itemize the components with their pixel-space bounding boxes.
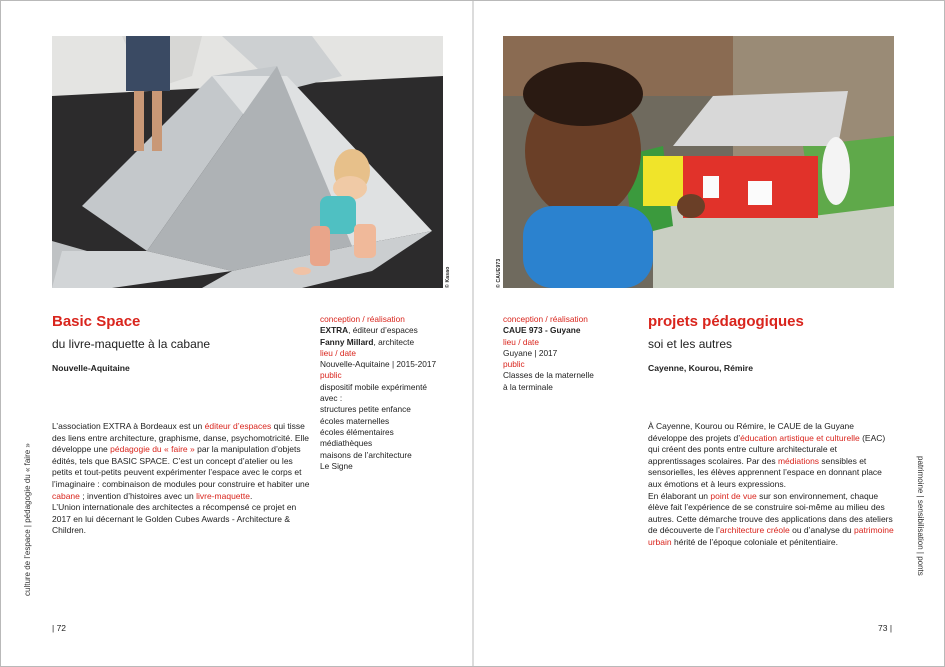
body-paragraph: En élaborant un point de vue sur son environnement, chaque élève fait l’expérience de se construire soi-même au milieu des autres. Cette démarche trouve des applications dans des ateliers de découverte de l’architecture créole ou d’analyse du patrimoine urbain hérité de l’époque coloniale et pénitentiaire.	[648, 490, 894, 547]
project-region-left: Nouvelle-Aquitaine	[52, 363, 130, 373]
meta-public-line: écoles élémentaires	[320, 426, 394, 437]
keyword-link: pédagogie du « faire »	[110, 444, 195, 455]
keyword-link: livre-maquette	[196, 490, 250, 501]
keyword-link: éducation artistique et culturelle	[740, 432, 860, 443]
meta-label-public: public	[320, 370, 342, 381]
project-body-left	[52, 421, 310, 537]
meta-label-place: lieu / date	[320, 347, 356, 358]
project-meta-left	[320, 314, 468, 472]
photo-credit-right: © CAUE973	[496, 258, 502, 288]
project-subtitle-right: soi et les autres	[648, 337, 733, 351]
page-number-left: | 72	[52, 623, 67, 633]
body-paragraph: L’Union internationale des architectes a récompensé ce projet en 2017 en lui décernant le Golden Cubes Awards - Architecture & Children.	[52, 502, 297, 536]
keyword-link: cabane	[52, 490, 80, 501]
keyword-link: éditeur d’espaces	[204, 421, 272, 431]
project-title-right: projets pédagogiques	[648, 313, 804, 330]
meta-public-line: maisons de l’architecture	[320, 449, 412, 460]
body-paragraph: L’association EXTRA à Bordeaux est un éditeur d’espaces qui tisse des liens entre architecture, graphisme, danse, psychomotricité. Elle développe une pédagogie du « faire » par la manipulation d’objets édités, tels que BASIC SPACE. C’est un concept d’atelier ou les petits et tout-petits peuvent expérimenter l’espace avec le corps et l’imaginaire : combinaison de modules pour construire et habiter une cabane ; invention d’histoires avec un livre-maquette.	[52, 421, 310, 501]
meta-label-place: lieu / date	[503, 336, 539, 347]
side-label-right: patrimoine | sensibilisation | ponts	[916, 456, 925, 576]
meta-public-line: structures petite enfance	[320, 404, 411, 415]
project-subtitle-left: du livre-maquette à la cabane	[52, 337, 211, 351]
meta-author-2: Fanny Millard, architecte	[320, 336, 415, 347]
meta-label-conception: conception / réalisation	[503, 314, 588, 324]
meta-author-1: EXTRA, éditeur d’espaces	[320, 325, 418, 336]
meta-public-line: médiathèques	[320, 438, 373, 449]
project-title-left: Basic Space	[52, 313, 141, 330]
project-meta-right	[503, 314, 633, 393]
keyword-link: architecture créole	[719, 525, 790, 536]
keyword-link: médiations	[777, 455, 820, 466]
meta-label-public: public	[503, 359, 525, 370]
photo-projets-pedagogiques	[503, 36, 894, 288]
meta-public-line: à la terminale	[503, 381, 553, 392]
page-gutter	[472, 1, 474, 666]
meta-public-line: avec :	[320, 393, 343, 404]
photo-credit-left: © Kasao	[445, 266, 451, 288]
meta-place-value: Guyane | 2017	[503, 347, 558, 358]
project-body-right	[648, 421, 894, 549]
project-region-right: Cayenne, Kourou, Rémire	[648, 363, 754, 373]
photo-basic-space	[52, 36, 443, 288]
side-label-left: culture de l’espace | pédagogie du « faire »	[23, 443, 32, 596]
keyword-link: point de vue	[710, 490, 757, 501]
meta-public-line: dispositif mobile expérimenté	[320, 381, 427, 392]
meta-public-line: Le Signe	[320, 460, 353, 471]
body-paragraph: À Cayenne, Kourou ou Rémire, le CAUE de la Guyane développe des projets d’éducation artistique et culturelle (EAC) qui créent des ponts entre culture architecturale et apprentissages scolaires. Par des médiations sensibles et sensorielles, les élèves apprennent l’espace en donnant place aux émotions et à leurs expressions.	[648, 421, 886, 489]
meta-label-conception: conception / réalisation	[320, 314, 405, 324]
keyword-link: patrimoine urbain	[648, 525, 894, 547]
meta-author: CAUE 973 - Guyane	[503, 325, 581, 336]
page-number-right: 73 |	[878, 623, 893, 633]
meta-public-line: écoles maternelles	[320, 415, 390, 426]
meta-public-line: Classes de la maternelle	[503, 370, 594, 381]
meta-place-value: Nouvelle-Aquitaine | 2015-2017	[320, 359, 437, 370]
